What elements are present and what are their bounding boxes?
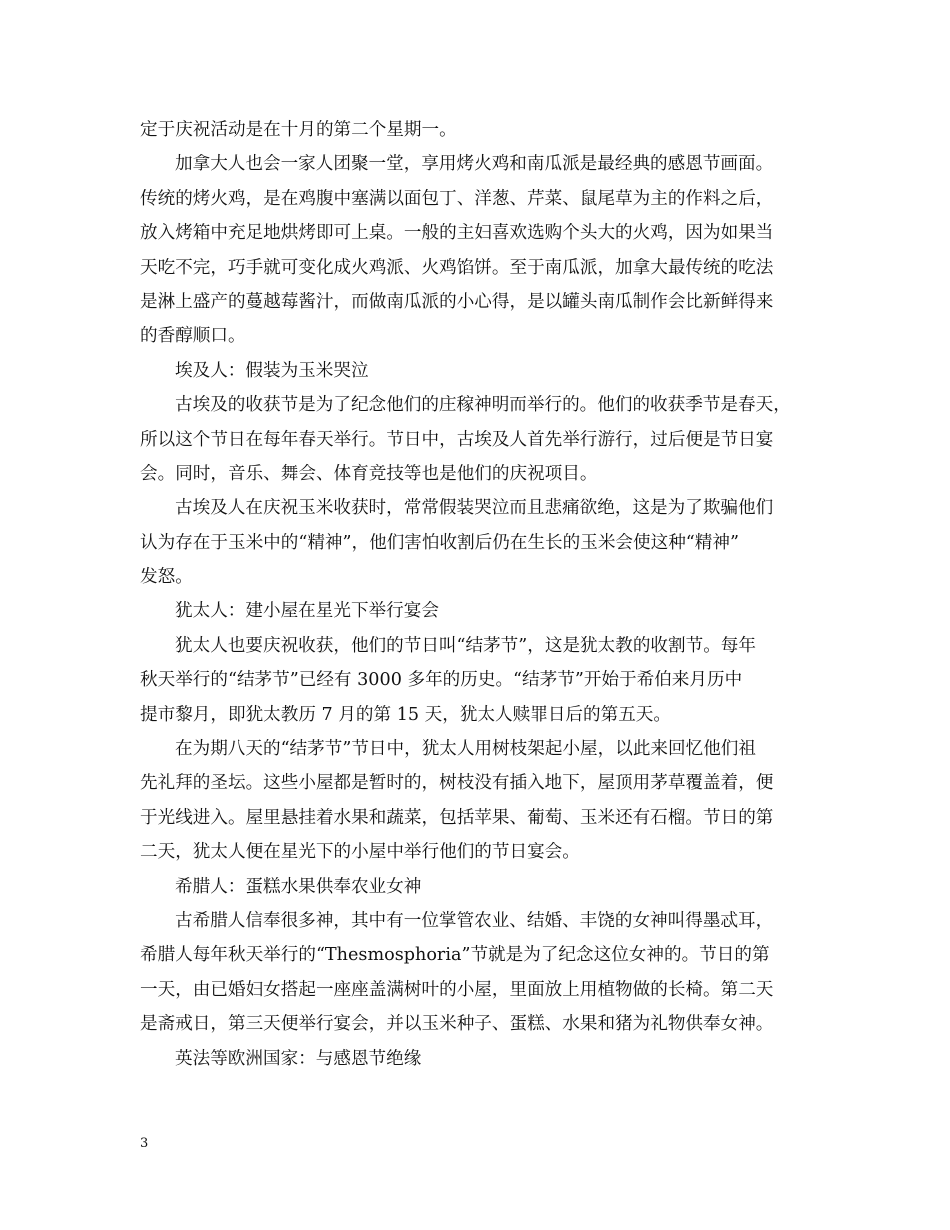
text-line: 二天，犹太人便在星光下的小屋中举行他们的节日宴会。 — [140, 842, 580, 863]
paragraph-start-line: 埃及人：假装为玉米哭泣 — [175, 360, 369, 381]
paragraph-start-line: 犹太人也要庆祝收获，他们的节日叫“结茅节”，这是犹太教的收割节。每年 — [175, 635, 756, 656]
text-line: 传统的烤火鸡，是在鸡腹中塞满以面包丁、洋葱、芹菜、鼠尾草为主的作料之后， — [140, 188, 774, 209]
text-line: 定于庆祝活动是在十月的第二个星期一。 — [140, 120, 457, 140]
paragraph-start-line: 古埃及的收获节是为了纪念他们的庄稼神明而举行的。他们的收获季节是春天， — [175, 395, 791, 416]
text-line: 天吃不完，巧手就可变化成火鸡派、火鸡馅饼。至于南瓜派，加拿大最传统的吃法 — [140, 257, 774, 278]
text-line: 先礼拜的圣坛。这些小屋都是暂时的，树枝没有插入地下，屋顶用茅草覆盖着，便 — [140, 773, 774, 794]
text-line: 希腊人每年秋天举行的“Thesmosphoria”节就是为了纪念这位女神的。节日的第 — [140, 945, 770, 966]
page-number: 3 — [140, 1136, 149, 1151]
paragraph-start-line: 在为期八天的“结茅节”节日中，犹太人用树枝架起小屋，以此来回忆他们祖 — [175, 739, 756, 760]
text-line: 认为存在于玉米中的“精神”，他们害怕收割后仍在生长的玉米会使这种“精神” — [140, 532, 739, 553]
paragraph-start-line: 加拿大人也会一家人团聚一堂，享用烤火鸡和南瓜派是最经典的感恩节画面。 — [175, 154, 774, 175]
text-line: 的香醇顺口。 — [140, 326, 246, 347]
paragraph-start-line: 英法等欧洲国家：与感恩节绝缘 — [175, 1048, 422, 1069]
text-line: 是斋戒日，第三天便举行宴会，并以玉米种子、蛋糕、水果和猪为礼物供奉女神。 — [140, 1014, 774, 1035]
text-line: 会。同时，音乐、舞会、体育竞技等也是他们的庆祝项目。 — [140, 463, 598, 484]
text-line: 发怒。 — [140, 567, 193, 588]
paragraph-start-line: 犹太人：建小屋在星光下举行宴会 — [175, 601, 439, 622]
paragraph-start-line: 古希腊人信奉很多神，其中有一位掌管农业、结婚、丰饶的女神叫得墨忒耳， — [175, 910, 774, 931]
text-line: 提市黎月，即犹太教历 7 月的第 15 天，犹太人赎罪日后的第五天。 — [140, 704, 671, 725]
text-line: 一天，由已婚妇女搭起一座座盖满树叶的小屋，里面放上用植物做的长椅。第二天 — [140, 979, 774, 1000]
text-line: 于光线进入。屋里悬挂着水果和蔬菜，包括苹果、葡萄、玉米还有石榴。节日的第 — [140, 807, 774, 828]
text-line: 秋天举行的“结茅节”已经有 3000 多年的历史。“结茅节”开始于希伯来月历中 — [140, 670, 743, 691]
text-line: 是淋上盛产的蔓越莓酱汁，而做南瓜派的小心得，是以罐头南瓜制作会比新鲜得来 — [140, 291, 774, 312]
paragraph-start-line: 希腊人：蛋糕水果供奉农业女神 — [175, 876, 422, 897]
paragraph-start-line: 古埃及人在庆祝玉米收获时，常常假装哭泣而且悲痛欲绝，这是为了欺骗他们 — [175, 498, 774, 519]
text-line: 所以这个节日在每年春天举行。节日中，古埃及人首先举行游行，过后便是节日宴 — [140, 429, 774, 450]
text-line: 放入烤箱中充足地烘烤即可上桌。一般的主妇喜欢选购个头大的火鸡，因为如果当 — [140, 223, 774, 244]
document-body — [140, 113, 812, 1076]
